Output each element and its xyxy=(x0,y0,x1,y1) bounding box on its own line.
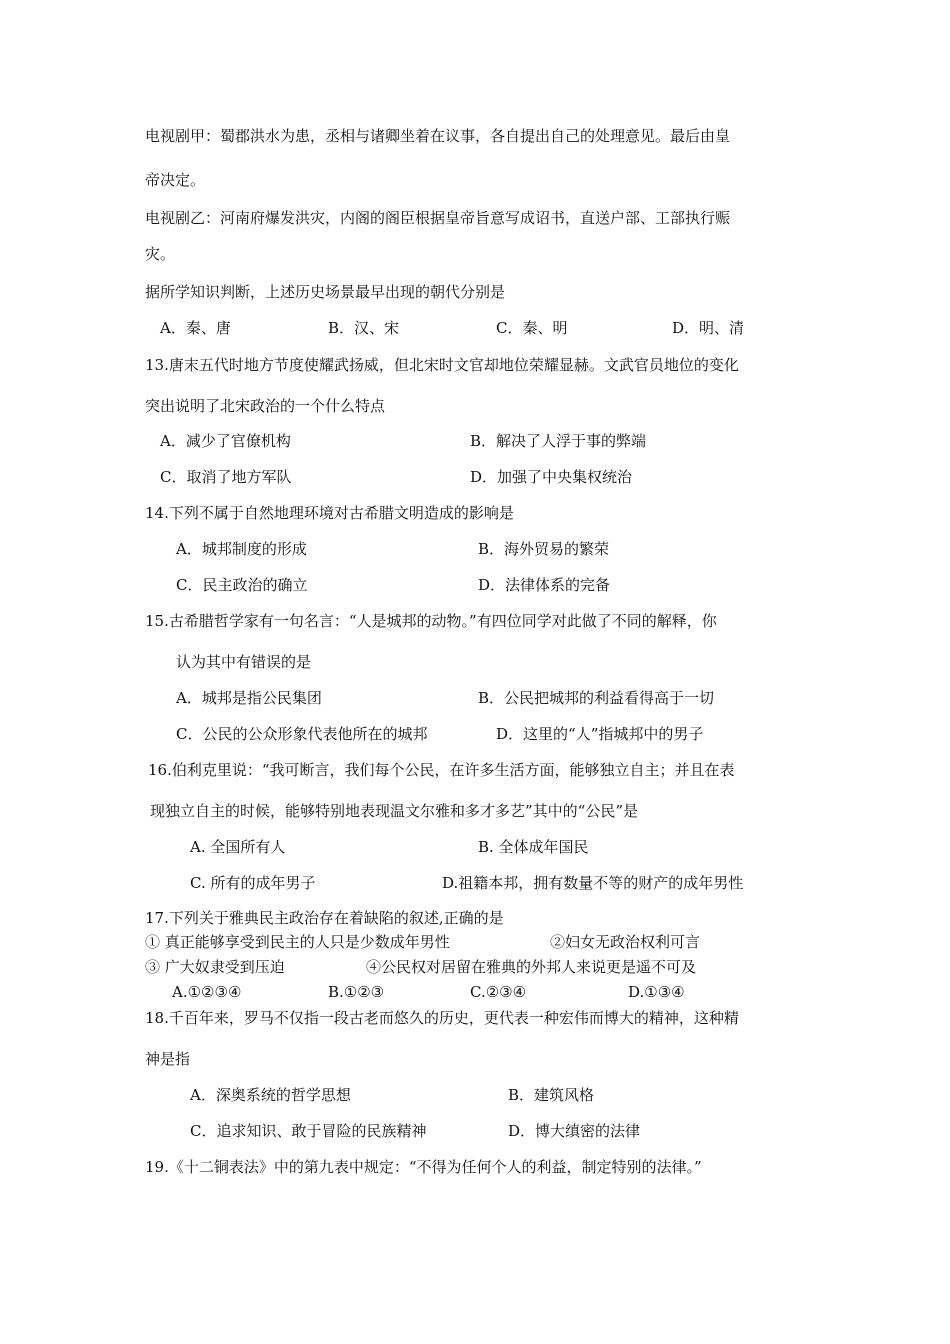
question-13-stem-line-2: 突出说明了北宋政治的一个什么特点 xyxy=(145,397,386,415)
question-16-option-a: A. 全国所有人 xyxy=(190,838,286,856)
question-16-option-b: B. 全体成年国民 xyxy=(478,838,589,856)
question-15-option-d: D．这里的“人”指城邦中的男子 xyxy=(496,725,704,743)
question-17-option-d: D.①③④ xyxy=(628,983,685,1001)
question-13-option-d: D．加强了中央集权统治 xyxy=(470,468,633,486)
tv-drama-b-line-2: 灾。 xyxy=(145,245,176,263)
question-13-option-b: B．解决了人浮于事的弊端 xyxy=(470,432,647,450)
question-15-stem-line-2: 认为其中有错误的是 xyxy=(176,653,312,671)
question-17-item-3: ③ 广大奴隶受到压迫 xyxy=(145,958,285,976)
question-14-option-b: B．海外贸易的繁荣 xyxy=(478,540,610,558)
question-17-option-c: C.②③④ xyxy=(470,983,527,1001)
tv-drama-a-line-1: 电视剧甲：蜀郡洪水为患，丞相与诸卿坐着在议事，各自提出自己的处理意见。最后由皇 xyxy=(145,127,731,145)
question-17-item-2: ②妇女无政治权利可言 xyxy=(550,933,701,951)
question-17-item-1: ① 真正能够享受到民主的人只是少数成年男性 xyxy=(145,933,450,951)
question-15-option-c: C．公民的公众形象代表他所在的城邦 xyxy=(176,725,428,743)
question-14-option-a: A．城邦制度的形成 xyxy=(176,540,307,558)
tv-drama-a-line-2: 帝决定。 xyxy=(145,171,206,189)
question-18-stem-line-1: 18.千百年来，罗马不仅指一段古老而悠久的历史，更代表一种宏伟而博大的精神，这种精 xyxy=(145,1009,739,1027)
question-12-option-c: C．秦、明 xyxy=(496,319,568,337)
question-12-option-b: B．汉、宋 xyxy=(328,319,400,337)
question-16-option-d: D.祖籍本邦，拥有数量不等的财产的成年男性 xyxy=(442,874,744,892)
question-17-item-4: ④公民权对居留在雅典的外邦人来说更是遥不可及 xyxy=(366,958,697,976)
question-15-option-b: B．公民把城邦的利益看得高于一切 xyxy=(478,689,715,707)
tv-drama-b-line-1: 电视剧乙：河南府爆发洪灾，内阁的阁臣根据皇帝旨意写成诏书，直送户部、工部执行赈 xyxy=(145,209,731,227)
question-12-option-d: D．明、清 xyxy=(672,319,745,337)
question-16-stem-line-2: 现独立自主的时候，能够特别地表现温文尔雅和多才多艺”其中的“公民”是 xyxy=(150,802,639,820)
question-17-stem: 17.下列关于雅典民主政治存在着缺陷的叙述,正确的是 xyxy=(145,909,504,927)
question-15-option-a: A．城邦是指公民集团 xyxy=(176,689,322,707)
question-12-stem: 据所学知识判断，上述历史场景最早出现的朝代分别是 xyxy=(145,283,506,301)
question-13-option-a: A．减少了官僚机构 xyxy=(160,432,291,450)
question-16-stem-line-1: 16.伯利克里说：“我可断言，我们每个公民，在许多生活方面，能够独立自主；并且在表 xyxy=(148,761,735,779)
question-18-option-d: D．博大缜密的法律 xyxy=(508,1122,641,1140)
question-16-option-c: C. 所有的成年男子 xyxy=(190,874,316,892)
question-14-option-d: D．法律体系的完备 xyxy=(478,576,611,594)
question-18-stem-line-2: 神是指 xyxy=(145,1050,191,1068)
question-12-option-a: A．秦、唐 xyxy=(160,319,231,337)
question-13-stem-line-1: 13.唐末五代时地方节度使耀武扬威，但北宋时文官却地位荣耀显赫。文武官员地位的变化 xyxy=(145,356,739,374)
question-15-stem-line-1: 15.古希腊哲学家有一句名言：“人是城邦的动物。”有四位同学对此做了不同的解释，你 xyxy=(145,612,717,630)
question-17-option-b: B.①②③ xyxy=(328,983,385,1001)
question-13-option-c: C．取消了地方军队 xyxy=(160,468,292,486)
question-18-option-a: A．深奥系统的哲学思想 xyxy=(190,1086,351,1104)
question-19-stem: 19.《十二铜表法》中的第九表中规定：“不得为任何个人的利益，制定特别的法律。” xyxy=(145,1158,702,1176)
question-14-option-c: C．民主政治的确立 xyxy=(176,576,308,594)
question-18-option-b: B．建筑风格 xyxy=(508,1086,595,1104)
question-17-option-a: A.①②③④ xyxy=(172,983,242,1001)
question-14-stem: 14.下列不属于自然地理环境对古希腊文明造成的影响是 xyxy=(145,504,514,522)
question-18-option-c: C．追求知识、敢于冒险的民族精神 xyxy=(190,1122,427,1140)
